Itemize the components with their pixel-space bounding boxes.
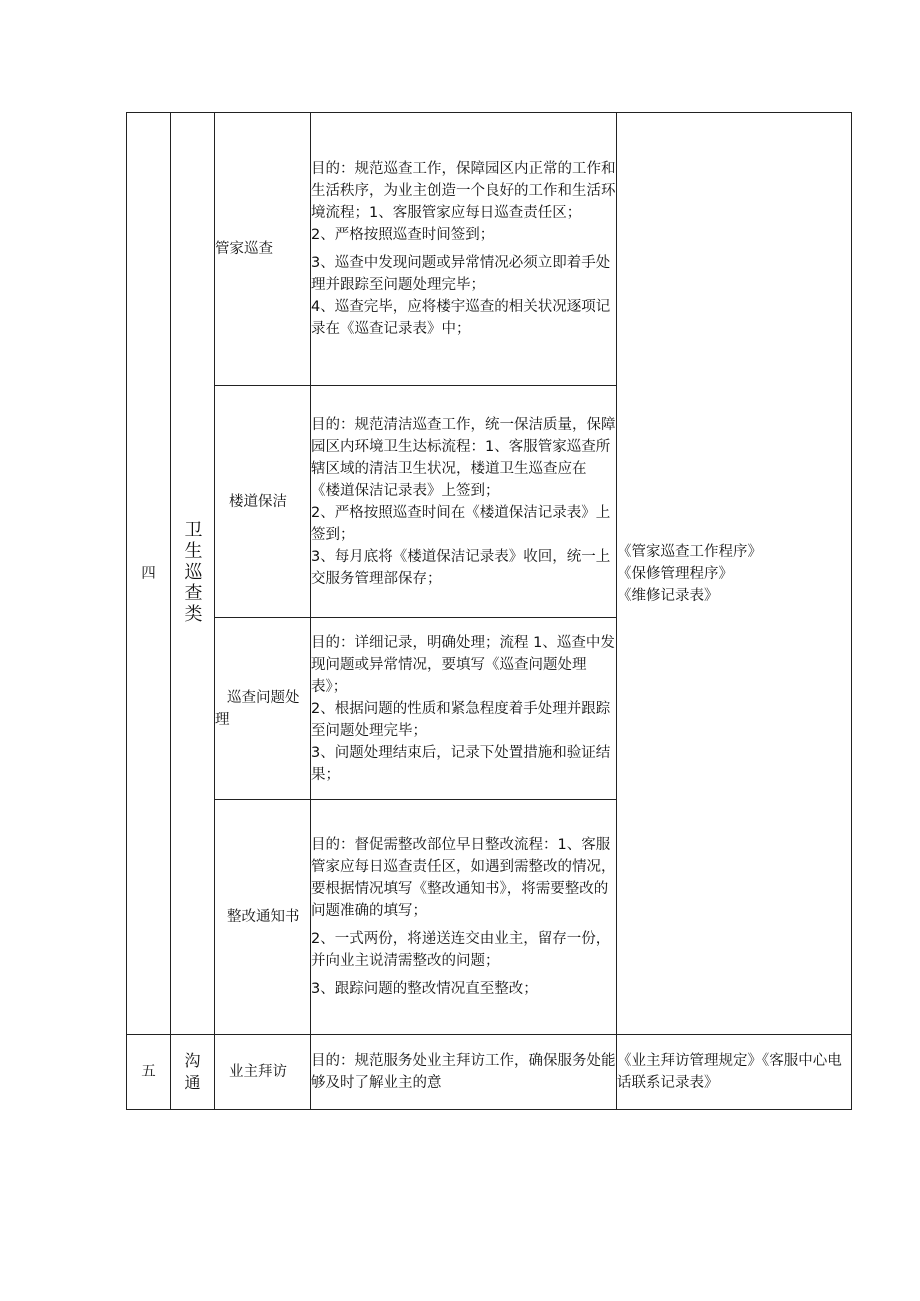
procedure-table [126,112,852,1110]
section-references [617,113,852,1035]
item-name-text: 整改通知书 [227,909,300,925]
description-line: 3、跟踪问题的整改情况直至整改； [311,981,538,997]
item-name-text: 巡查问题处理 [215,689,300,728]
category-vertical-text: 卫生巡查类 [184,520,203,625]
table-row [127,113,852,386]
item-description [311,113,617,386]
item-description [311,1035,617,1110]
item-description [311,386,617,618]
section-number: 四 [127,113,171,1035]
description-line: 2、严格按照巡查时间在《楼道保洁记录表》上签到； [311,504,611,543]
section-category [171,113,215,1035]
item-name [215,618,311,800]
reference-line: 《保修管理程序》 [617,565,733,582]
description-line: 目的：详细记录，明确处理；流程 1、巡查中发现问题或异常情况，要填写《巡查问题处理表》； [311,634,615,695]
section-number: 五 [127,1035,171,1110]
item-description [311,618,617,800]
description-line: 3、每月底将《楼道保洁记录表》收回，统一上交服务管理部保存； [311,548,611,587]
item-name: 楼道保洁 [215,386,311,618]
reference-line: 《维修记录表》 [617,587,719,604]
item-name: 业主拜访 [215,1035,311,1110]
description-line: 《楼道保洁记录表》上签到； [311,482,500,499]
description-line: 2、根据问题的性质和紧急程度着手处理并跟踪至问题处理完毕； [311,700,611,739]
reference-line: 《管家巡查工作程序》 [617,543,762,560]
table-row [127,1035,852,1110]
item-name [215,800,311,1035]
description-line: 目的：规范巡查工作，保障园区内正常的工作和生活秩序，为业主创造一个良好的工作和生活环境流程；1、客服管家应每日巡查责任区； [311,161,616,221]
description-line: 目的：规范清洁巡查工作，统一保洁质量，保障园区内环境卫生达标流程：1、客服管家巡查所辖区域的清洁卫生状况，楼道卫生巡查应在 [311,416,616,477]
description-line: 目的：督促需整改部位早日整改流程：1、客服管家应每日巡查责任区，如遇到需整改的情况，要根据情况填写《整改通知书》，将需要整改的问题准确的填写； [311,837,616,919]
section-category [171,1035,215,1110]
item-name: 管家巡查 [215,113,311,386]
description-line: 2、严格按照巡查时间签到； [311,227,495,243]
description-line: 3、巡查中发现问题或异常情况必须立即着手处理并跟踪至问题处理完毕； [311,255,611,293]
section-references: 《业主拜访管理规定》《客服中心电话联系记录表》 [617,1035,852,1110]
description-line: 2、一式两份，将递送连交由业主，留存一份，并向业主说清需整改的问题； [311,931,611,969]
item-description [311,800,617,1035]
category-vertical-text: 沟通 [184,1050,201,1092]
description-line: 3、问题处理结束后，记录下处置措施和验证结果； [311,744,611,783]
description-line: 目的：规范服务处业主拜访工作，确保服务处能够及时了解业主的意 [311,1053,616,1091]
description-line: 4、巡查完毕，应将楼宇巡查的相关状况逐项记录在《巡查记录表》中； [311,299,611,337]
